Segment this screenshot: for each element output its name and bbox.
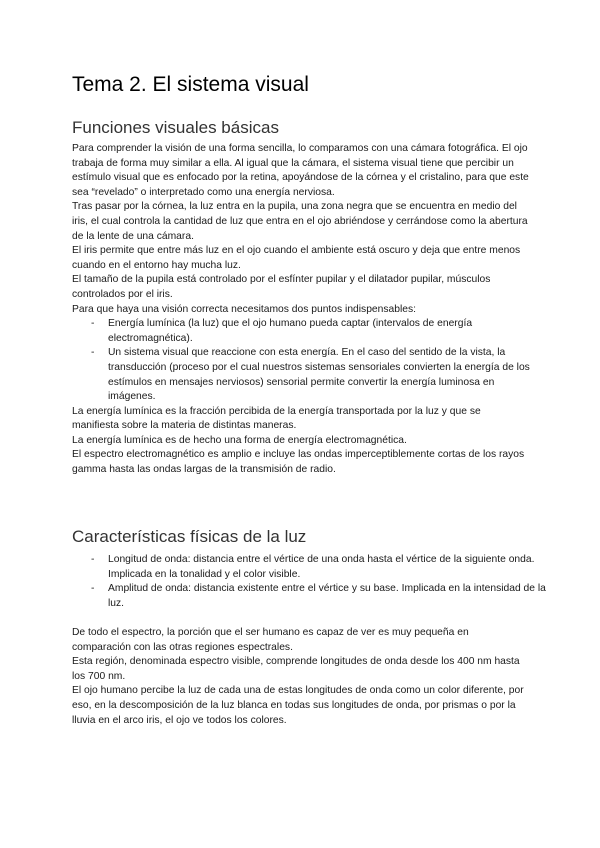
paragraph: El ojo humano percibe la luz de cada una de estas longitudes de onda como un color diferente, por eso, en la descomposición de la luz blanca en todas sus longitudes de onda, por prismas o por la lluvia en el arco iris, el ojo ve todos los colores. [72,685,524,726]
paragraph: Esta región, denominada espectro visible, comprende longitudes de onda desde los 400 nm hasta los 700 nm. [72,656,520,682]
paragraph: El tamaño de la pupila está controlado por el esfínter pupilar y el dilatador pupilar, músculos controlados por el iris. [72,274,491,300]
paragraph: De todo el espectro, la porción que el ser humano es capaz de ver es muy pequeña en comparación con las otras regiones espectrales. [72,627,469,653]
paragraph: Para comprender la visión de una forma sencilla, lo comparamos con una cámara fotográfica. El ojo trabaja de forma muy similar a ella. Al igual que la cámara, el sistema visual tiene que percibir un estímulo visual que es enfocado por la retina, apoyándose de la córnea y el cristalino, para que este sea “revelado” o interpretado como una energía nerviosa. [72,143,529,198]
list-item: - Longitud de onda: distancia entre el vértice de una onda hasta el vértice de la siguiente onda. Implicada en la tonalidad y el color visible. [91,553,549,582]
section-heading-caracteristicas: Características físicas de la luz [72,527,307,546]
section-body-caracteristicas [72,626,530,728]
paragraph: La energía lumínica es de hecho una forma de energía electromagnética. [72,434,407,446]
paragraph: El iris permite que entre más luz en el ojo cuando el ambiente está oscuro y deja que entre menos cuando en el entorno hay mucha luz. [72,245,521,271]
list-item: - Un sistema visual que reaccione con esta energía. En el caso del sentido de la vista, la transducción (proceso por el cual nuestros sistemas sensoriales convierten la energía de los estímulos en mensajes nerviosos) sensorial permite convertir la energía luminosa en imágenes. [91,346,530,404]
paragraph: Para que haya una visión correcta necesitamos dos puntos indispensables: [72,303,417,315]
paragraph: El espectro electromagnético es amplio e incluye las ondas imperceptiblemente cortas de los rayos gamma hasta las ondas largas de la transmisión de radio. [72,449,525,476]
page-title: Tema 2. El sistema visual [72,73,309,96]
dash-list-caracteristicas [72,553,549,611]
paragraph: La energía lumínica es la fracción percibida de la energía transportada por la luz y que se manifiesta sobre la materia de distintas maneras. [72,405,481,432]
section-body-funciones [72,142,530,478]
list-item: - Amplitud de onda: distancia existente entre el vértice y su base. Implicada en la intensidad de la luz. [91,582,549,611]
paragraph: Tras pasar por la córnea, la luz entra en la pupila, una zona negra que se encuentra en medio del iris, el cual controla la cantidad de luz que entra en el ojo abriéndose y cerrándose como la abertura de la lente de una cámara. [72,201,528,242]
section-heading-funciones: Funciones visuales básicas [72,118,279,137]
list-item: - Energía lumínica (la luz) que el ojo humano pueda captar (intervalos de energía electromagnética). [91,317,530,346]
dash-list-requisitos [72,317,530,405]
